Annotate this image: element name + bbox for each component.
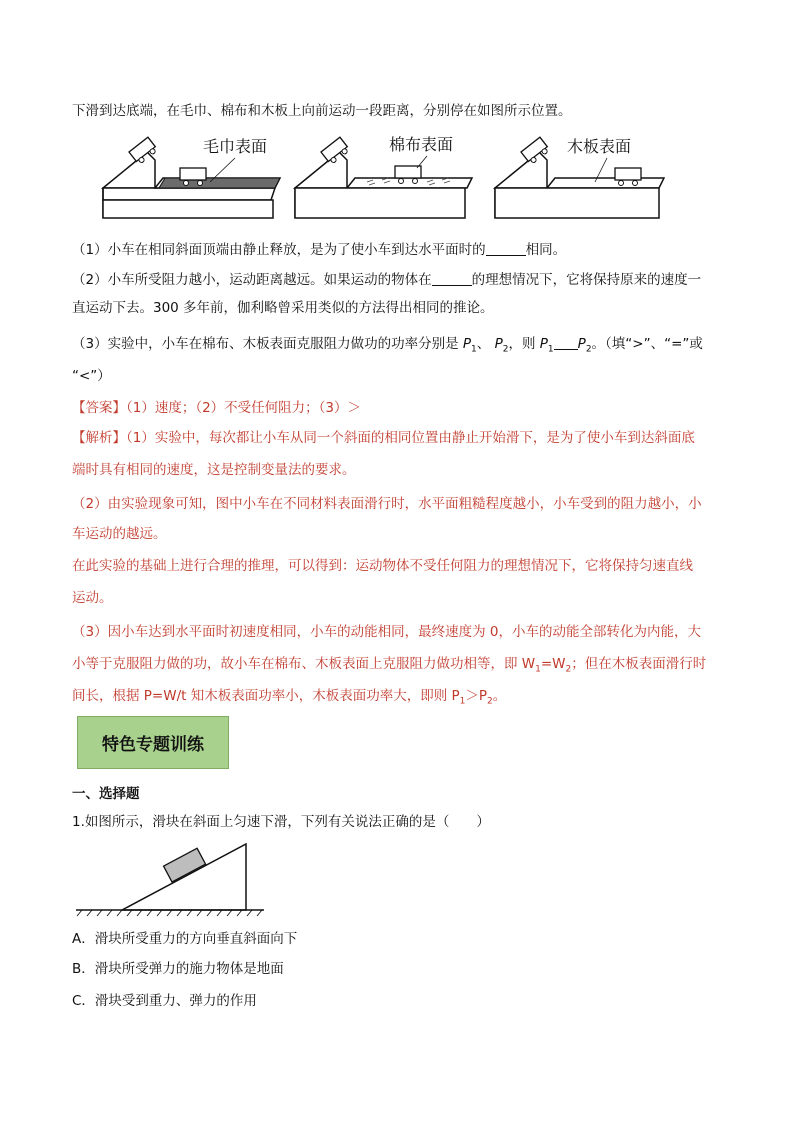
question-2-line2: 直运动下去。300 多年前，伽利略曾采用类似的方法得出相同的推论。 <box>72 300 494 316</box>
blank-1 <box>486 241 526 256</box>
experiment-figure <box>95 130 665 225</box>
section-badge: 特色专题训练 <box>77 716 229 769</box>
question-3-line2: “<”） <box>72 368 111 384</box>
option-b: B．滑块所受弹力的施力物体是地面 <box>72 961 284 977</box>
label-cotton: 棉布表面 <box>389 137 454 154</box>
blank-2 <box>432 271 472 286</box>
wood-surface-setup <box>495 137 664 218</box>
analysis-line-7: （3）因小车达到水平面时初速度相同，小车的动能相同，最终速度为 0，小车的动能全部转化为内能，大 <box>72 624 701 640</box>
cotton-surface-setup <box>295 135 472 218</box>
option-a: A．滑块所受重力的方向垂直斜面向下 <box>72 931 298 947</box>
analysis-line-5: 在此实验的基础上进行合理的推理，可以得到：运动物体不受任何阻力的理想情况下，它将保持匀速直线 <box>72 558 693 574</box>
blank-3 <box>554 335 578 350</box>
incline-block-figure <box>76 838 266 918</box>
mc-question-stem: 1.如图所示，滑块在斜面上匀速下滑，下列有关说法正确的是（ ） <box>72 814 490 830</box>
analysis-line-9: 间长，根据 P=W/t 知木板表面功率小，木板表面功率大，即则 $P_1>P_2$。 <box>72 688 507 707</box>
analysis-line-8: 小等于克服阻力做的功，故小车在棉布、木板表面上克服阻力做功相等，即 $W_1=W_2$；但在木板表面滑行时 <box>72 656 707 675</box>
towel-surface-setup <box>103 137 280 218</box>
question-3: （3）实验中，小车在棉布、木板表面克服阻力做功的功率分别是 $P_1$、 $P_2$，则 $P_1$ $P_2$。（填“>”、“=”或 <box>72 336 703 355</box>
analysis-line-1: 【解析】（1）实验中，每次都让小车从同一个斜面的相同位置由静止开始滑下，是为了使小车到达斜面底 <box>72 430 695 446</box>
analysis-line-4: 车运动的越远。 <box>72 526 167 542</box>
label-wood: 木板表面 <box>567 139 632 156</box>
analysis-line-3: （2）由实验现象可知，图中小车在不同材料表面滑行时，水平面粗糙程度越小，小车受到的阻力越小，小 <box>72 496 702 512</box>
section-title: 一、选择题 <box>72 786 140 802</box>
analysis-line-2: 端时具有相同的速度，这是控制变量法的要求。 <box>72 462 356 478</box>
analysis-line-6: 运动。 <box>72 590 113 606</box>
question-2: （2）小车所受阻力越小，运动距离越远。如果运动的物体在 的理想情况下，它将保持原来的速度一 <box>72 272 702 288</box>
label-towel: 毛巾表面 <box>203 139 268 156</box>
answer: 【答案】（1）速度；（2）不受任何阻力；（3）＞ <box>72 400 362 416</box>
question-1: （1）小车在相同斜面顶端由静止释放，是为了使小车到达水平面时的 相同。 <box>72 242 567 258</box>
intro-text: 下滑到达底端，在毛巾、棉布和木板上向前运动一段距离，分别停在如图所示位置。 <box>72 103 572 119</box>
option-c: C．滑块受到重力、弹力的作用 <box>72 993 257 1009</box>
